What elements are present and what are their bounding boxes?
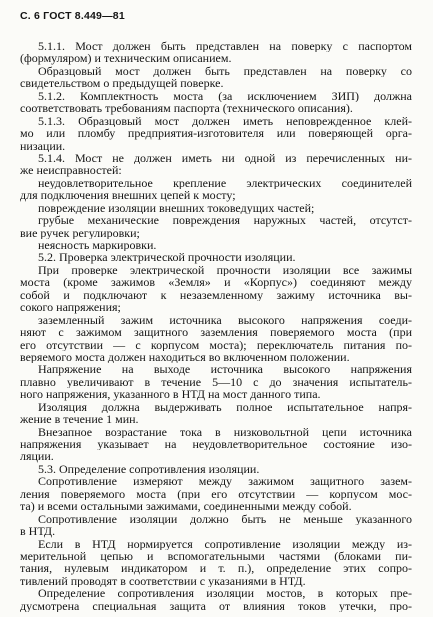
- text-line: мо или пломбу предприятия-изготовителя или поверяющей орга-: [20, 127, 412, 140]
- paragraph: [20, 65, 412, 90]
- text-line: 5.1.4. Мост не должен иметь ни одной из перечисленных ни-: [38, 151, 412, 165]
- paragraph: [20, 538, 412, 588]
- text-line: же неисправностей:: [20, 164, 122, 177]
- text-line: ного напряжения, указанного в НТД на мост данного типа.: [20, 388, 321, 401]
- text-line: Сопротивление измеряют между зажимом защитного зазем-: [38, 475, 412, 488]
- text-line: неудовлетворительное крепление электрических соединителей: [38, 176, 412, 190]
- paragraph: [20, 202, 412, 214]
- page-header: С. 6 ГОСТ 8.449—81: [20, 10, 125, 22]
- paragraph: [20, 152, 412, 177]
- paragraph: [20, 363, 412, 400]
- text-line: собой и подключают к незаземленному зажиму источника вы-: [20, 288, 412, 302]
- text-line: напряжения указывает на неудовлетворительное состояние изо-: [20, 438, 412, 451]
- text-line: 5.3. Определение сопротивления изоляции.: [38, 462, 260, 476]
- paragraph: [20, 177, 412, 202]
- text-line: 5.1.3. Образцовый мост должен иметь неповрежденное клей-: [38, 114, 412, 128]
- text-line: в НТД.: [20, 525, 56, 538]
- text-line: мерительной цепью и вспомогательными частями (блоками пи-: [20, 549, 412, 563]
- text-line: ления поверяемого моста (при его отсутствии — корпусом мос-: [20, 487, 412, 501]
- paragraph: [20, 401, 412, 426]
- paragraph: [20, 239, 412, 251]
- text-line: Образцовый мост должен быть представлен на поверку со: [38, 64, 412, 78]
- text-line: При проверке электрической прочности изоляции все зажимы: [38, 263, 412, 277]
- paragraph: [20, 264, 412, 314]
- text-line: Определение сопротивления изоляции мостов, в которых пре-: [38, 587, 412, 600]
- text-line: жение в течение 1 мин.: [20, 413, 139, 426]
- text-line: грубые механические повреждения наружных частей, отсутст-: [38, 214, 412, 227]
- document-body: [20, 40, 412, 612]
- paragraph: [20, 214, 412, 239]
- text-line: веряемого моста должен находиться во включенном положении.: [20, 350, 350, 364]
- text-line: Изоляция должна выдерживать полное испытательное напря-: [38, 400, 412, 414]
- paragraph: [20, 426, 412, 463]
- text-line: Сопротивление изоляции должно быть не меньше указанного: [38, 512, 412, 526]
- text-line: няют с зажимом защитного заземления поверяемого моста (при: [20, 326, 412, 339]
- text-line: для подключения внешних цепей к мосту;: [20, 189, 236, 202]
- text-line: Внезапное возрастание тока в низковольтной цепи источника: [38, 425, 412, 438]
- text-line: тания, нулевым индикатором и т. п.), определение этих сопро-: [20, 562, 412, 575]
- paragraph: [20, 587, 412, 612]
- text-line: заземленный зажим источника высокого напряжения соеди-: [38, 313, 412, 327]
- text-line: низации.: [20, 139, 66, 152]
- paragraph: [20, 314, 412, 364]
- text-line: 5.1.1. Мост должен быть представлен на поверку с паспортом: [38, 40, 412, 53]
- text-line: Если в НТД нормируется сопротивление изоляции между из-: [38, 537, 412, 550]
- paragraph: [20, 90, 412, 115]
- text-line: 5.2. Проверка электрической прочности изоляции.: [38, 251, 296, 264]
- text-line: Напряжение на выходе источника высокого напряжения: [38, 363, 412, 376]
- text-line: сокого напряжения;: [20, 301, 121, 314]
- text-line: моста (кроме зажимов «Земля» и «Корпус») соединяют между: [20, 276, 412, 289]
- text-line: вие ручек регулировки;: [20, 226, 140, 239]
- paragraph: [20, 463, 412, 475]
- text-line: соответствовать требованиям паспорта (технического описания).: [20, 102, 353, 115]
- text-line: 5.1.2. Комплектность моста (за исключением ЗИП) должна: [38, 89, 412, 103]
- text-line: плавно увеличивают в течение 5—10 с до значения испытатель-: [20, 375, 412, 389]
- text-line: дусмотрена специальная защита от влияния токов утечки, про-: [20, 599, 412, 613]
- text-line: ляции.: [20, 450, 54, 463]
- text-line: свидетельством о предыдущей поверке.: [20, 77, 224, 90]
- paragraph: [20, 115, 412, 152]
- text-line: тивлений проводят в соответствии с указаниями в НТД.: [20, 574, 306, 588]
- text-line: та) и всеми остальными зажимами, соединенными между собой.: [20, 500, 352, 513]
- text-line: неясность маркировки.: [38, 239, 157, 252]
- paragraph: [20, 251, 412, 263]
- text-line: его отсутствии — с корпусом моста); переключатель питания по-: [20, 338, 412, 351]
- text-line: (формуляром) и техническим описанием.: [20, 52, 232, 65]
- text-line: повреждение изоляции внешних токоведущих частей;: [38, 201, 315, 215]
- paragraph: [20, 475, 412, 512]
- paragraph: [20, 513, 412, 538]
- paragraph: [20, 40, 412, 65]
